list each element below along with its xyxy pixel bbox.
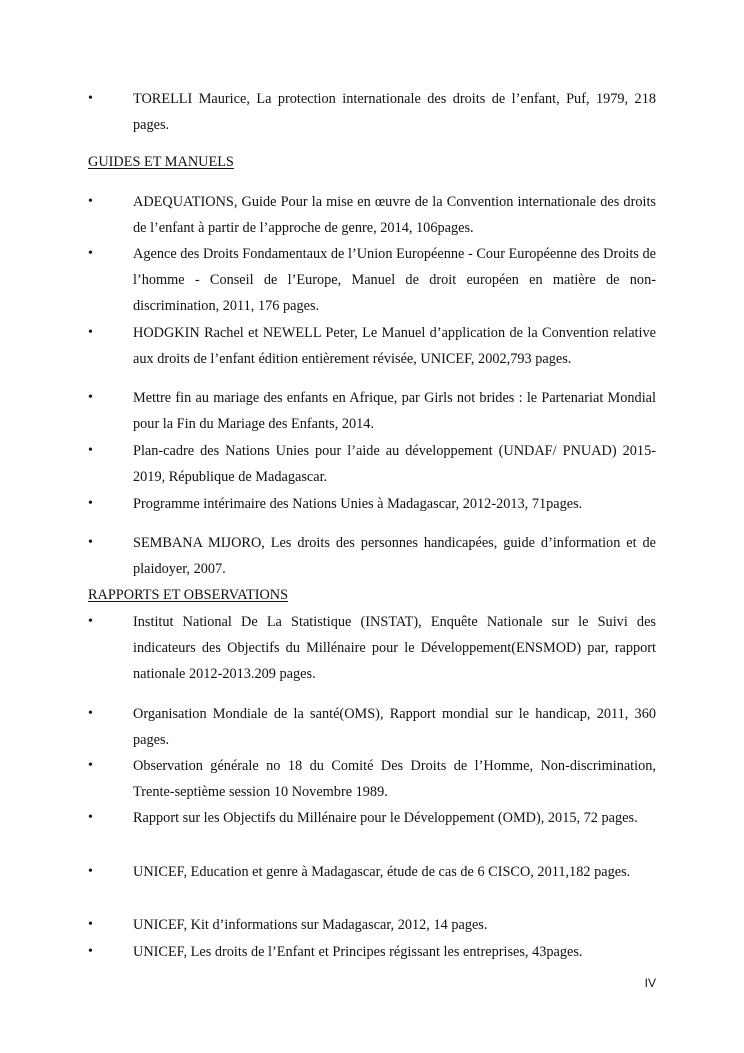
bullet-icon: • [88, 246, 93, 261]
reference-item [88, 241, 656, 319]
reference-text: Mettre fin au mariage des enfants en Afrique, par Girls not brides : le Partenariat Mondial pour la Fin du Mariage des Enfants, 2014. [133, 390, 656, 432]
bullet-icon: • [88, 944, 93, 959]
reference-text: Organisation Mondiale de la santé(OMS), Rapport mondial sur le handicap, 2011, 360 pages. [133, 706, 656, 748]
reference-item [88, 189, 656, 241]
reference-item [88, 86, 656, 138]
bullet-icon: • [88, 706, 93, 721]
reference-text: Programme intérimaire des Nations Unies à Madagascar, 2012-2013, 71pages. [133, 496, 583, 512]
reference-item [88, 912, 656, 938]
bullet-icon: • [88, 194, 93, 209]
section-heading-guides: GUIDES ET MANUELS [88, 154, 234, 170]
reference-text: HODGKIN Rachel et NEWELL Peter, Le Manuel d’application de la Convention relative aux droits de l’enfant édition entièrement révisée, UNICEF, 2002,793 pages. [133, 325, 656, 367]
reference-text: UNICEF, Education et genre à Madagascar, étude de cas de 6 CISCO, 2011,182 pages. [133, 864, 631, 880]
bullet-icon: • [88, 864, 93, 879]
reference-item [88, 320, 656, 372]
reference-item [88, 805, 656, 831]
reference-item [88, 438, 656, 490]
reference-text: Plan-cadre des Nations Unies pour l’aide au développement (UNDAF/ PNUAD) 2015-2019, République de Madagascar. [133, 443, 656, 485]
reference-text: Institut National De La Statistique (INSTAT), Enquête Nationale sur le Suivi des indicateurs des Objectifs du Millénaire pour le Développement(ENSMOD) par, rapport nationale 2012-2013.209 pages. [133, 614, 656, 682]
bullet-icon: • [88, 443, 93, 458]
bullet-icon: • [88, 325, 93, 340]
bullet-icon: • [88, 614, 93, 629]
bullet-icon: • [88, 91, 93, 106]
reference-item [88, 491, 656, 517]
reference-text: Agence des Droits Fondamentaux de l’Union Européenne - Cour Européenne des Droits de l’homme - Conseil de l’Europe, Manuel de droit européen en matière de non-discrimination, 2011, 176 pages. [133, 246, 656, 314]
reference-item [88, 753, 656, 805]
bullet-icon: • [88, 496, 93, 511]
bullet-icon: • [88, 390, 93, 405]
bullet-icon: • [88, 758, 93, 773]
reference-item [88, 385, 656, 437]
bullet-icon: • [88, 917, 93, 932]
bullet-icon: • [88, 535, 93, 550]
reference-item [88, 859, 656, 885]
reference-text: Observation générale no 18 du Comité Des Droits de l’Homme, Non-discrimination, Trente-septième session 10 Novembre 1989. [133, 758, 656, 800]
reference-item [88, 530, 656, 582]
reference-text: Rapport sur les Objectifs du Millénaire pour le Développement (OMD), 2015, 72 pages. [133, 810, 638, 826]
reference-item [88, 939, 656, 965]
reference-text: TORELLI Maurice, La protection internationale des droits de l’enfant, Puf, 1979, 218 pages. [133, 91, 656, 133]
page-number: IV [644, 976, 656, 990]
reference-text: ADEQUATIONS, Guide Pour la mise en œuvre de la Convention internationale des droits de l’enfant à partir de l’approche de genre, 2014, 106pages. [133, 194, 656, 236]
reference-text: UNICEF, Les droits de l’Enfant et Principes régissant les entreprises, 43pages. [133, 944, 583, 960]
section-heading-reports: RAPPORTS ET OBSERVATIONS [88, 587, 289, 603]
reference-text: SEMBANA MIJORO, Les droits des personnes handicapées, guide d’information et de plaidoyer, 2007. [133, 535, 656, 577]
reference-item [88, 701, 656, 753]
reference-text: UNICEF, Kit d’informations sur Madagascar, 2012, 14 pages. [133, 917, 488, 933]
reference-item [88, 609, 656, 687]
bullet-icon: • [88, 810, 93, 825]
